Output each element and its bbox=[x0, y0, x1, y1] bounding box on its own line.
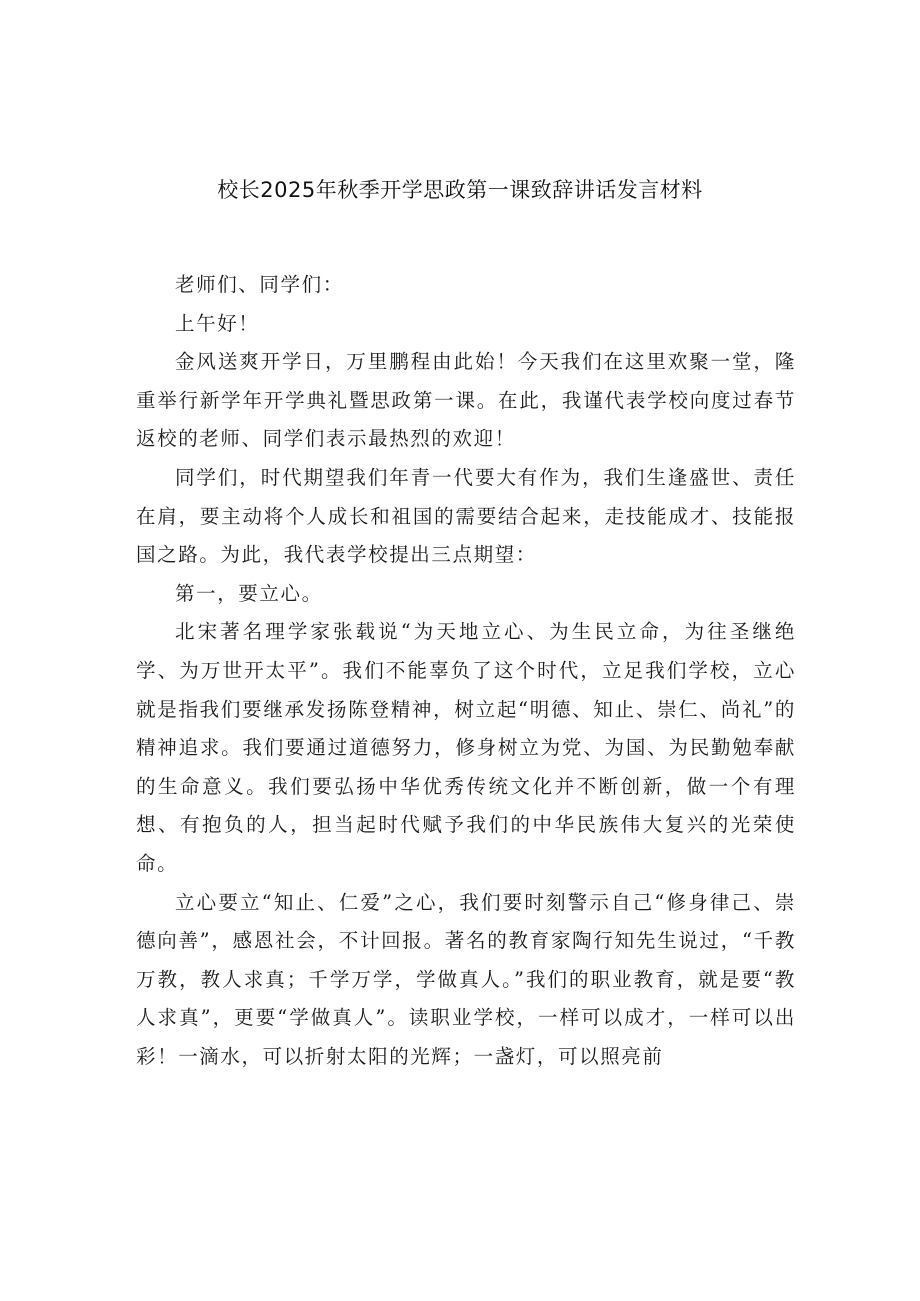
paragraph-expectations: 同学们，时代期望我们年青一代要大有作为，我们生逢盛世、责任在肩，要主动将个人成长和祖国的需要结合起来，走技能成才、技能报国之路。为此，我代表学校提出三点期望： bbox=[136, 465, 796, 567]
document-title: 校长2025年秋季开学思政第一课致辞讲话发言材料 bbox=[217, 178, 703, 202]
greeting: 上午好！ bbox=[175, 311, 260, 335]
section-heading-first: 第一，要立心。 bbox=[175, 581, 323, 605]
paragraph-zhangzai: 北宋著名理学家张载说“为天地立心、为生民立命，为往圣继绝学、为万世开太平”。我们不能辜负了这个时代，立足我们学校，立心就是指我们要继承发扬陈登精神，树立起“明德、知止、崇仁、尚礼”的精神追求。我们要通过道德努力，修身树立为党、为国、为民勤勉奉献的生命意义。我们要弘扬中华优秀传统文化并不断创新，做一个有理想、有抱负的人，担当起时代赋予我们的中华民族伟大复兴的光荣使命。 bbox=[136, 620, 796, 875]
salutation: 老师们、同学们： bbox=[175, 273, 344, 296]
document-body bbox=[136, 266, 796, 1076]
paragraph-lixin: 立心要立“知止、仁爱”之心，我们要时刻警示自己“修身律己、崇德向善”，感恩社会，不计回报。著名的教育家陶行知先生说过，“千教万教，教人求真；千学万学，学做真人。”我们的职业教育，就是要“教人求真”，更要“学做真人”。读职业学校，一样可以成才，一样可以出彩！一滴水，可以折射太阳的光辉；一盏灯，可以照亮前 bbox=[136, 890, 796, 1068]
paragraph-welcome: 金风送爽开学日，万里鹏程由此始！今天我们在这里欢聚一堂，隆重举行新学年开学典礼暨思政第一课。在此，我谨代表学校向度过春节返校的老师、同学们表示最热烈的欢迎！ bbox=[136, 350, 796, 451]
